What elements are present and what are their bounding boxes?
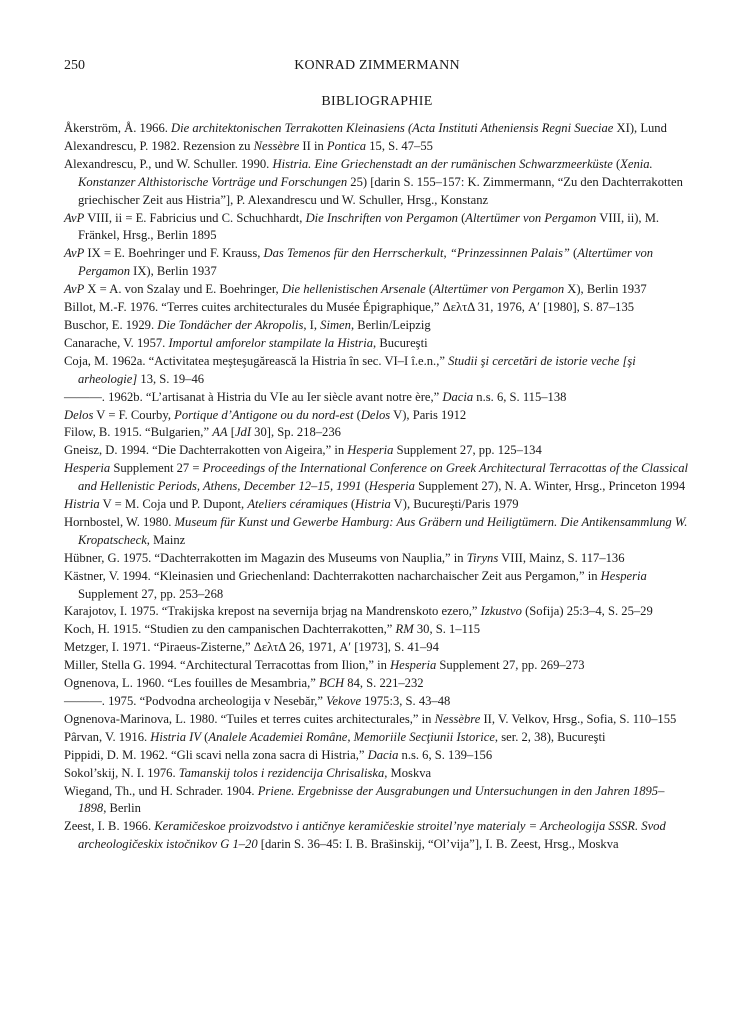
entry-title-segment: Nessèbre: [253, 138, 300, 153]
entry-title-segment: Die Tondächer der Akropolis: [157, 317, 304, 332]
entry-text-segment: (Sofija) 25:3–4, S. 25–29: [521, 604, 653, 619]
entry-title-segment: Museum für Kunst und Gewerbe Hamburg: Aus Gräbern und Heiligtümern. Die Antikensammlung W. Kropatscheck: [78, 514, 688, 547]
entry-text-segment: , Berlin/Leipzig: [350, 317, 431, 332]
entry-title-segment: Tiryns: [466, 550, 499, 565]
entry-title-segment: Nessèbre: [434, 711, 481, 726]
bibliography-entry: [64, 711, 690, 729]
entry-text-segment: [: [227, 425, 235, 440]
entry-title-segment: Delos: [64, 407, 94, 422]
entry-text-segment: (: [353, 407, 361, 422]
entry-text-segment: Supplement 27), N. A. Winter, Hrsg., Princeton 1994: [414, 479, 686, 494]
entry-text-segment: (: [347, 497, 356, 512]
entry-title-segment: Importul amforelor stampilate la Histria: [168, 335, 374, 350]
bibliography-entry: [64, 424, 690, 442]
entry-title-segment: Analele Academiei Române, Memoriile Secţiunii Istorice: [208, 729, 495, 744]
entry-text-segment: Buschor, E. 1929.: [64, 317, 158, 332]
entry-text-segment: V), Bucureşti/Paris 1979: [390, 497, 519, 512]
bibliography-entry: [64, 657, 690, 675]
entry-text-segment: Supplement 27, pp. 269–273: [436, 658, 585, 673]
section-title: BIBLIOGRAPHIE: [321, 94, 433, 109]
entry-title-segment: Izkustvo: [480, 604, 522, 619]
entry-text-segment: ———. 1962b. “L’artisanat à Histria du VIe au Ier siècle avant notre ère,”: [64, 389, 443, 404]
entry-text-segment: [darin S. 36–45: I. B. Brašinskij, “Ol’vija”], I. B. Zeest, Hrsg., Moskva: [257, 837, 619, 852]
entry-text-segment: Wiegand, Th., und H. Schrader. 1904.: [64, 783, 258, 798]
entry-text-segment: Sokol’skij, N. I. 1976.: [64, 765, 179, 780]
entry-title-segment: Priene. Ergebnisse der Ausgrabungen und Untersuchungen in den Jahren 1895–1898: [78, 783, 665, 816]
page-number: 250: [64, 58, 85, 73]
entry-text-segment: Billot, M.-F. 1976. “Terres cuites architecturales du Musée Épigraphique,” ΔελτΔ 31, 1976, A′ [1980], S. 87–135: [64, 300, 635, 315]
entry-title-segment: AA: [212, 425, 228, 440]
entry-title-segment: Hesperia: [64, 461, 111, 476]
entry-title-segment: Pontica: [326, 138, 367, 153]
bibliography-entry: [64, 245, 690, 281]
bibliography-entry: [64, 747, 690, 765]
entry-text-segment: (: [425, 282, 434, 297]
bibliography-entry: [64, 407, 690, 425]
bibliography-entry: [64, 460, 690, 496]
entry-text-segment: , Bucureşti: [373, 335, 428, 350]
entry-text-segment: X), Berlin 1937: [564, 282, 647, 297]
bibliography-entry: [64, 120, 690, 138]
entry-text-segment: VIII, ii), M. Fränkel, Hrsg., Berlin 1895: [78, 210, 660, 243]
entry-text-segment: 30], Sp. 218–236: [251, 425, 341, 440]
entry-title-segment: Studii şi cercetări de istorie veche [şi arheologie]: [78, 353, 636, 386]
bibliography-entry: [64, 335, 690, 353]
bibliography-entry: [64, 353, 690, 389]
entry-title-segment: Die hellenistischen Arsenale: [281, 282, 426, 297]
entry-text-segment: II, V. Velkov, Hrsg., Sofia, S. 110–155: [480, 711, 677, 726]
entry-text-segment: XI), Lund: [613, 121, 667, 135]
bibliography-entry: [64, 783, 690, 819]
bibliography-entry: [64, 514, 690, 550]
entry-text-segment: Coja, M. 1962a. “Activitatea meşteşugărească la Histria în sec. VI–I î.e.n.,”: [64, 353, 449, 368]
entry-text-segment: n.s. 6, S. 115–138: [473, 389, 567, 404]
bibliography-entry: [64, 210, 690, 246]
entry-title-segment: Delos: [360, 407, 391, 422]
entry-title-segment: AvP: [64, 282, 85, 297]
entry-text-segment: (: [569, 246, 578, 261]
entry-title-segment: Histria: [64, 497, 100, 512]
entry-title-segment: AvP: [64, 210, 85, 225]
entry-text-segment: Åkerström, Å. 1966.: [64, 121, 172, 135]
entry-text-segment: 1975:3, S. 43–48: [361, 694, 451, 708]
entry-text-segment: , ser. 2, 38), Bucureşti: [494, 729, 606, 744]
entry-text-segment: 84, S. 221–232: [344, 676, 424, 691]
entry-text-segment: X = A. von Szalay und E. Boehringer,: [84, 282, 282, 297]
entry-text-segment: Supplement 27, pp. 125–134: [393, 443, 542, 458]
entry-title-segment: Das Temenos für den Herrscherkult, “Prinzessinnen Palais”: [263, 246, 570, 261]
entry-text-segment: Koch, H. 1915. “Studien zu den campanischen Dachterrakotten,”: [64, 622, 396, 637]
entry-title-segment: Altertümer von Pergamon: [433, 282, 565, 297]
bibliography-entry: [64, 442, 690, 460]
entry-text-segment: Supplement 27, pp. 253–268: [78, 586, 224, 601]
entry-title-segment: Histria: [355, 497, 391, 512]
entry-title-segment: Histria IV: [150, 729, 202, 744]
entry-text-segment: Karajotov, I. 1975. “Trakijska krepost na severnija brjag na Mandrenskoto ezero,”: [64, 604, 481, 619]
entry-text-segment: (: [457, 210, 466, 225]
entry-title-segment: Die Inschriften von Pergamon: [305, 210, 458, 225]
entry-text-segment: VIII, ii = E. Fabricius und C. Schuchhardt,: [84, 210, 306, 225]
entry-title-segment: Hesperia: [347, 443, 394, 458]
bibliography-entry: [64, 765, 690, 783]
entry-title-segment: Portique d’Antigone ou du nord-est: [174, 407, 354, 422]
entry-title-segment: Dacia: [367, 747, 399, 762]
entry-text-segment: 15, S. 47–55: [366, 138, 433, 153]
entry-text-segment: Ognenova-Marinova, L. 1980. “Tuiles et terres cuites architecturales,” in: [64, 711, 435, 726]
entry-text-segment: V), Paris 1912: [390, 407, 467, 422]
entry-title-segment: JdI: [234, 425, 252, 440]
entry-title-segment: Histria. Eine Griechenstadt an der rumänischen Schwarzmeerküste: [272, 156, 613, 171]
entry-title-segment: Altertümer von Pergamon: [78, 246, 654, 279]
entry-text-segment: 25) [darin S. 155–157: K. Zimmermann, “Zu den Dachterrakotten griechischer Zeit aus Histria”], P. Alexandrescu und W. Schuller, Hrsg., Konstanz: [78, 174, 683, 207]
entry-text-segment: , I,: [303, 317, 321, 332]
entry-text-segment: Miller, Stella G. 1994. “Architectural Terracottas from Ilion,” in: [64, 658, 391, 673]
bibliography-entry: [64, 693, 690, 711]
bibliography-entry: [64, 621, 690, 639]
entry-title-segment: Vekove: [326, 694, 362, 708]
entry-title-segment: BCH: [318, 676, 345, 691]
entry-text-segment: Supplement 27 =: [110, 461, 203, 476]
entry-title-segment: Proceedings of the International Conference on Greek Architectural Terracottas of the Classical and Hellenistic Periods, Athens, December 12–15, 1991: [78, 461, 689, 494]
bibliography-entry: [64, 675, 690, 693]
entry-text-segment: V = F. Courby,: [93, 407, 175, 422]
entry-text-segment: VIII, Mainz, S. 117–136: [498, 550, 625, 565]
bibliography-entry: [64, 639, 690, 657]
entry-text-segment: Gneisz, D. 1994. “Die Dachterrakotten von Aigeira,” in: [64, 443, 348, 458]
entry-title-segment: Hesperia: [390, 658, 437, 673]
running-head-author: KONRAD ZIMMERMANN: [294, 58, 460, 73]
entry-text-segment: Hübner, G. 1975. “Dachterrakotten im Magazin des Museums von Nauplia,” in: [64, 550, 467, 565]
entry-text-segment: (: [612, 156, 621, 171]
entry-text-segment: Metzger, I. 1971. “Piraeus-Zisterne,” ΔελτΔ 26, 1971, A′ [1973], S. 41–94: [64, 640, 439, 655]
entry-text-segment: Alexandrescu, P., und W. Schuller. 1990.: [64, 156, 273, 171]
entry-title-segment: RM: [395, 622, 414, 637]
entry-text-segment: Kästner, V. 1994. “Kleinasien und Griechenland: Dachterrakotten nacharchaischer Zeit aus Pergamon,” in: [64, 568, 601, 583]
entry-text-segment: Canarache, V. 1957.: [64, 335, 169, 350]
entry-text-segment: IX), Berlin 1937: [130, 264, 217, 279]
bibliography-entry: [64, 317, 690, 335]
bibliography-entry: [64, 568, 690, 604]
entry-title-segment: AvP: [64, 246, 85, 261]
bibliography-entry: [64, 550, 690, 568]
entry-title-segment: Hesperia: [368, 479, 415, 494]
entry-text-segment: n.s. 6, S. 139–156: [398, 747, 493, 762]
entry-text-segment: ———. 1975. “Podvodna archeologija v Nesebăr,”: [64, 694, 327, 708]
entry-text-segment: , Berlin: [103, 801, 141, 816]
entry-text-segment: Pippidi, D. M. 1962. “Gli scavi nella zona sacra di Histria,”: [64, 747, 368, 762]
entry-title-segment: Keramičeskoe proizvodstvo i antičnye keramičeskie stroitel’nye materialy = Archeologija SSSR. Svod archeologičeskix istočnikov G 1–20: [78, 819, 666, 852]
entry-text-segment: V = M. Coja und P. Dupont,: [99, 497, 248, 512]
entry-text-segment: Hornbostel, W. 1980.: [64, 514, 175, 529]
entry-title-segment: Tamanskij tolos i rezidencija Chrisaliska: [178, 765, 385, 780]
entry-text-segment: 13, S. 19–46: [137, 371, 205, 386]
entry-title-segment: Xenia. Konstanzer Althistorische Vorträge und Forschungen: [78, 156, 653, 189]
entry-title-segment: Die architektonischen Terrakotten Kleinasiens (Acta Instituti Atheniensis Regni Sueciae: [171, 121, 614, 135]
bibliography-list: [64, 120, 690, 854]
entry-text-segment: Zeest, I. B. 1966.: [64, 819, 155, 834]
entry-text-segment: II in: [299, 138, 327, 153]
entry-text-segment: IX = E. Boehringer und F. Krauss,: [84, 246, 264, 261]
entry-title-segment: Altertümer von Pergamon: [465, 210, 597, 225]
bibliography-entry: [64, 496, 690, 514]
bibliography-entry: [64, 603, 690, 621]
entry-text-segment: Alexandrescu, P. 1982. Rezension zu: [64, 138, 254, 153]
entry-text-segment: Filow, B. 1915. “Bulgarien,”: [64, 425, 213, 440]
bibliography-entry: [64, 299, 690, 317]
running-head: [64, 58, 690, 78]
entry-text-segment: Pârvan, V. 1916.: [64, 729, 151, 744]
bibliography-entry: [64, 138, 690, 156]
bibliography-entry: [64, 729, 690, 747]
bibliography-entry: [64, 156, 690, 210]
entry-text-segment: (: [201, 729, 209, 744]
entry-text-segment: , Moskva: [384, 765, 432, 780]
entry-title-segment: Hesperia: [600, 568, 647, 583]
bibliography-entry: [64, 389, 690, 407]
entry-title-segment: Ateliers céramiques: [247, 497, 348, 512]
entry-text-segment: 30, S. 1–115: [413, 622, 481, 637]
entry-title-segment: Simen: [320, 317, 351, 332]
entry-text-segment: , Mainz: [146, 532, 186, 547]
bibliography-entry: [64, 281, 690, 299]
bibliography-entry: [64, 818, 690, 854]
entry-text-segment: (: [361, 479, 369, 494]
entry-title-segment: Dacia: [442, 389, 474, 404]
entry-text-segment: Ognenova, L. 1960. “Les fouilles de Mesambria,”: [64, 676, 319, 691]
